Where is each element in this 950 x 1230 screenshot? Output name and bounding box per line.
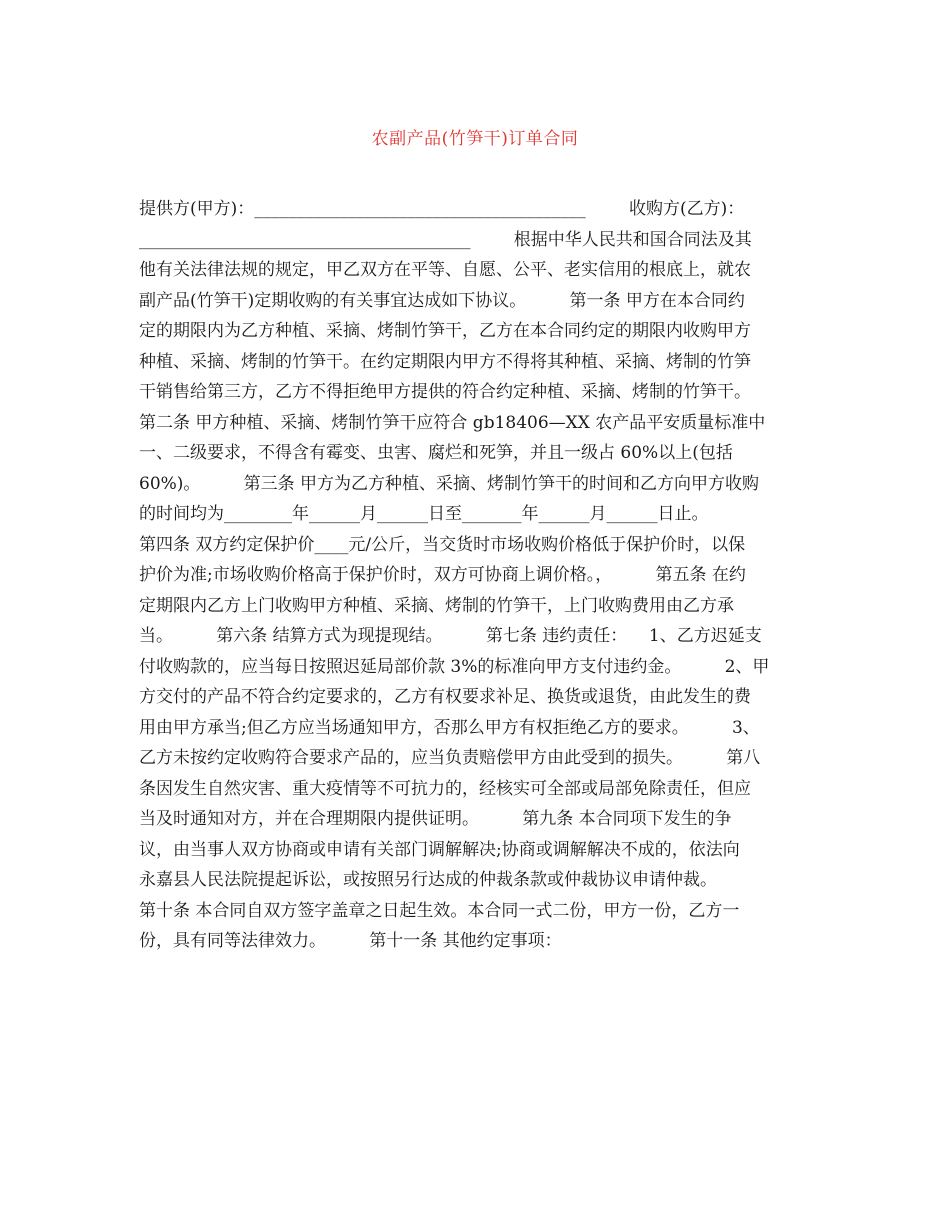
body-line: 永嘉县人民法院提起诉讼，或按照另行达成的仲裁条款或仲裁协议申请仲裁。 (139, 870, 717, 890)
body-line: 定的期限内为乙方种植、采摘、烤制竹笋干，乙方在本合同约定的期限内收购甲方 (139, 321, 751, 341)
document-title: 农副产品(竹笋干)订单合同 (371, 129, 579, 149)
body-line: 乙方未按约定收购符合要求产品的，应当负责赔偿甲方由此受到的损失。 第八 (139, 748, 761, 768)
contract-body (139, 194, 819, 957)
body-line: 60%)。 第三条 甲方为乙方种植、采摘、烤制竹笋干的时间和乙方向甲方收购 (139, 473, 760, 494)
body-line: 的时间均为________年______月______日至_______年______月______日止。 (139, 504, 709, 524)
body-line: 当。 第六条 结算方式为现提现结。 第七条 违约责任： 1、乙方迟延支 (139, 626, 762, 646)
body-line: 议，由当事人双方协商或申请有关部门调解解决;协商或调解解决不成的，依法向 (139, 839, 740, 860)
body-line: 提供方(甲方)：_______________________________________ 收购方(乙方)： (139, 199, 745, 219)
body-line: 定期限内乙方上门收购甲方种植、采摘、烤制的竹笋干，上门收购费用由乙方承 (139, 595, 734, 616)
body-line: 干销售给第三方，乙方不得拒绝甲方提供的符合约定种植、采摘、烤制的竹笋干。 (139, 382, 751, 402)
body-line: 份，具有同等法律效力。 第十一条 其他约定事项： (139, 931, 562, 951)
body-line: 用由甲方承当;但乙方应当场通知甲方，否那么甲方有权拒绝乙方的要求。 3、 (139, 717, 760, 738)
body-line: 第二条 甲方种植、采摘、烤制竹笋干应符合 gb18406—XX 农产品平安质量标准中 (139, 412, 766, 433)
body-line: _______________________________________ 根据中华人民共和国合同法及其 (139, 229, 752, 250)
body-line: 条因发生自然灾害、重大疫情等不可抗力的，经核实可全部或局部免除责任，但应 (139, 778, 751, 799)
body-line: 他有关法律法规的规定，甲乙双方在平等、自愿、公平、老实信用的根底上，就农 (139, 260, 751, 280)
body-line: 第四条 双方约定保护价____元/公斤，当交货时市场收购价格低于保护价时，以保 (139, 534, 746, 555)
body-line: 付收购款的，应当每日按照迟延局部价款 3%的标准向甲方支付违约金。 2、甲 (139, 656, 770, 677)
body-line: 第十条 本合同自双方签字盖章之日起生效。本合同一式二份，甲方一份，乙方一 (139, 900, 740, 921)
body-line: 种植、采摘、烤制的竹笋干。在约定期限内甲方不得将其种植、采摘、烤制的竹笋 (139, 351, 751, 372)
body-line: 方交付的产品不符合约定要求的，乙方有权要求补足、换货或退货，由此发生的费 (139, 687, 751, 707)
body-line: 副产品(竹笋干)定期收购的有关事宜达成如下协议。 第一条 甲方在本合同约 (139, 290, 745, 311)
body-line: 一、二级要求，不得含有霉变、虫害、腐烂和死笋，并且一级占 60%以上(包括 (139, 443, 733, 463)
body-line: 当及时通知对方，并在合理期限内提供证明。 第九条 本合同项下发生的争 (139, 809, 732, 829)
body-line: 护价为准;市场收购价格高于保护价时，双方可协商上调价格。， 第五条 在约 (139, 565, 746, 585)
